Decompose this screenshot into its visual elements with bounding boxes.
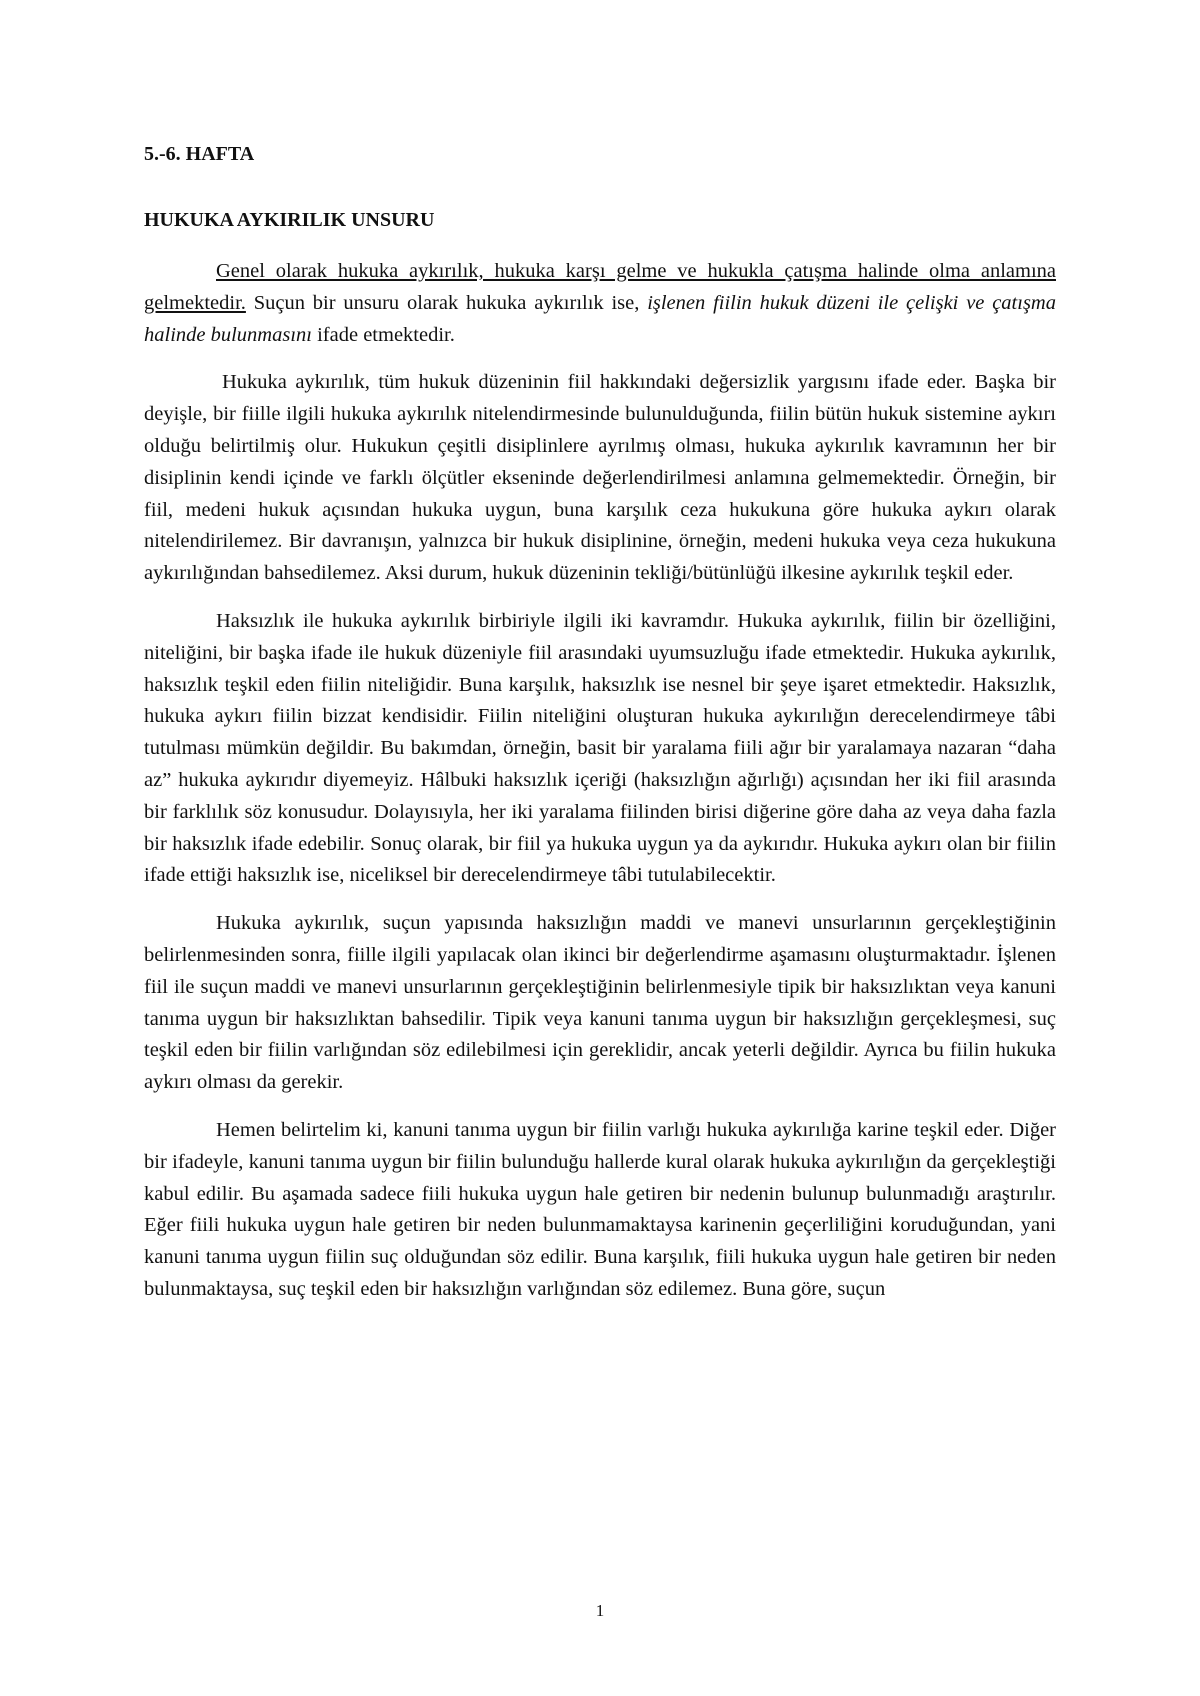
week-heading: 5.-6. HAFTA [144,143,255,165]
section-heading: HUKUKA AYKIRILIK UNSURU [144,209,435,231]
paragraph-definition [144,256,1056,351]
paragraph-evaluation-stage: Hukuka aykırılık, suçun yapısında haksızlığın maddi ve manevi unsurlarının gerçekleştiğinin belirlenmesinden sonra, fiille ilgili yapılacak olan ikinci bir değerlendirme aşamasını oluşturmaktadır. İşlenen fiil ile suçun maddi ve manevi unsurlarının gerçekleştiğinin belirlenmesiyle tipik bir haksızlıktan veya kanuni tanıma uygun bir haksızlıktan bahsedilir. Tipik veya kanuni tanıma uygun bir haksızlığın gerçekleşmesi, suç teşkil eden bir fiilin varlığından söz edilebilmesi için gereklidir, ancak yeterli değildir. Ayrıca bu fiilin hukuka aykırı olması da gerekir. [144,912,1056,1094]
paragraph-injustice: Haksızlık ile hukuka aykırılık birbiriyle ilgili iki kavramdır. Hukuka aykırılık, fiilin bir özelliğini, niteliğini, bir başka ifade ile hukuk düzeniyle fiil arasındaki uyumsuzluğu ifade etmektedir. Hukuka aykırılık, haksızlık teşkil eden fiilin niteliğidir. Buna karşılık, haksızlık ise nesnel bir şeye işaret etmektedir. Haksızlık, hukuka aykırı fiilin bizzat kendisidir. Fiilin niteliğini oluşturan hukuka aykırılığın derecelendirmeye tâbi tutulması mümkün değildir. Bu bakımdan, örneğin, basit bir yaralama fiili ağır bir yaralamaya nazaran “daha az” hukuka aykırıdır diyemeyiz. Hâlbuki haksızlık içeriği (haksızlığın ağırlığı) açısından her iki fiil arasında bir farklılık söz konusudur. Dolayısıyla, her iki yaralama fiilinden birisi diğerine göre daha az veya daha fazla bir haksızlık ifade edebilir. Sonuç olarak, bir fiil ya hukuka uygun ya da aykırıdır. Hukuka aykırı olan bir fiilin ifade ettiği haksızlık ise, niceliksel bir derecelendirmeye tâbi tutulabilecektir. [144,609,1056,887]
underlined-definition: Genel olarak hukuka aykırılık, hukuka karşı gelme ve hukukla çatışma halinde olma anlamına gelmektedir. [144,260,1056,314]
paragraph-definition-end: ifade etmektedir. [311,323,455,346]
page-number: 1 [595,1601,605,1620]
paragraph-legal-order: Hukuka aykırılık, tüm hukuk düzeninin fiil hakkındaki değersizlik yargısını ifade eder. Başka bir deyişle, bir fiille ilgili hukuka aykırılık nitelendirmesinde bulunulduğunda, fiilin bütün hukuk sistemine aykırı olduğu belirtilmiş olur. Hukukun çeşitli disiplinlere ayrılmış olması, hukuka aykırılık kavramının her bir disiplinin kendi içinde ve farklı ölçütler ekseninde değerlendirilmesi anlamına gelmemektedir. Örneğin, bir fiil, medeni hukuk açısından hukuka uygun, buna karşılık ceza hukukuna göre hukuka aykırı olarak nitelendirilemez. Bir davranışın, yalnızca bir hukuk disiplinine, örneğin, medeni hukuka veya ceza hukukuna aykırılığından bahsedilemez. Aksi durum, hukuk düzeninin tekliği/bütünlüğü ilkesine aykırılık teşkil eder. [144,371,1056,585]
page-content [144,140,1056,1306]
italic-definition: işlenen fiilin hukuk düzeni ile çelişki ve çatışma halinde bulunmasını [144,291,1056,346]
paragraph-definition-middle: Suçun bir unsuru olarak hukuka aykırılık ise, [245,291,648,314]
paragraph-presumption: Hemen belirtelim ki, kanuni tanıma uygun bir fiilin varlığı hukuka aykırılığa karine teşkil eder. Diğer bir ifadeyle, kanuni tanıma uygun bir fiilin bulunduğu hallerde kural olarak hukuka aykırılığın da gerçekleştiği kabul edilir. Bu aşamada sadece fiili hukuka uygun hale getiren bir nedenin bulunup bulunmadığı araştırılır. Eğer fiili hukuka uygun hale getiren bir neden bulunmamaktaysa karinenin geçerliliğini koruduğundan, yani kanuni tanıma uygun fiilin suç olduğundan söz edilir. Buna karşılık, fiili hukuka uygun hale getiren bir neden bulunmaktaysa, suç teşkil eden bir haksızlığın varlığından söz edilemez. Buna göre, suçun [144,1118,1056,1300]
